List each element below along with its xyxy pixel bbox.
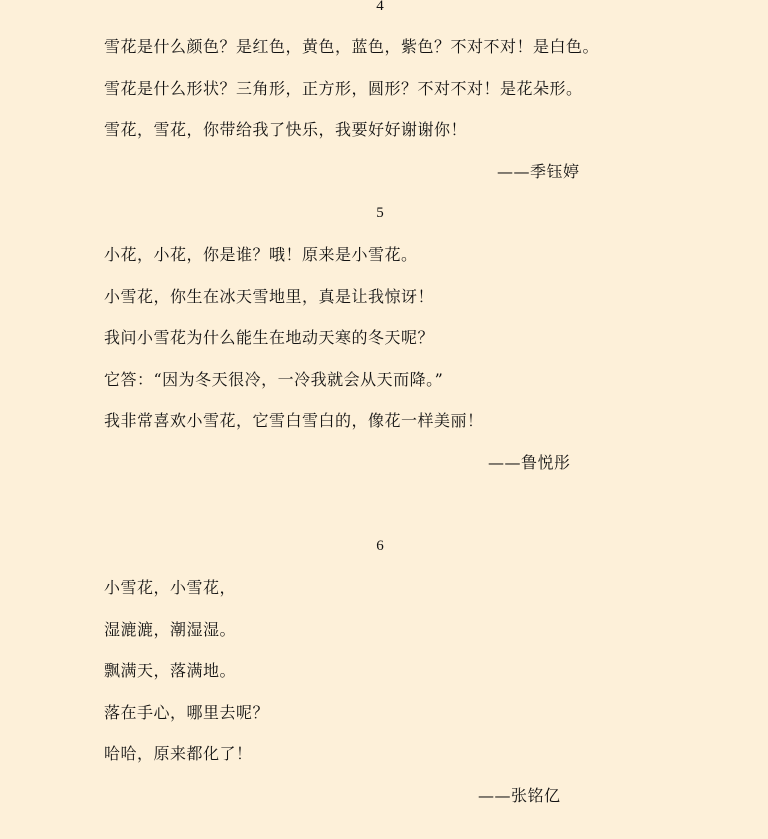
poem-line: 飘满天，落满地。 bbox=[104, 661, 237, 680]
poem-line: 小雪花，你生在冰天雪地里，真是让我惊讶！ bbox=[104, 287, 435, 306]
poem-number: 5 bbox=[376, 205, 384, 221]
poem-line: 我非常喜欢小雪花，它雪白雪白的，像花一样美丽！ bbox=[104, 411, 484, 430]
poem-line: 小花，小花，你是谁？哦！原来是小雪花。 bbox=[104, 245, 418, 264]
poem-author: ——鲁悦彤 bbox=[488, 453, 571, 472]
poem-line: 湿漉漉，潮湿湿。 bbox=[104, 620, 237, 639]
poem-line: 雪花是什么颜色？是红色，黄色，蓝色，紫色？不对不对！是白色。 bbox=[104, 37, 600, 56]
poem-line: 它答：“因为冬天很冷，一冷我就会从天而降。” bbox=[104, 370, 444, 389]
poem-line: 雪花，雪花，你带给我了快乐，我要好好谢谢你！ bbox=[104, 120, 468, 139]
poem-line: 落在手心，哪里去呢？ bbox=[104, 703, 270, 722]
poem-author: ——张铭亿 bbox=[478, 786, 561, 805]
poem-line: 雪花是什么形状？三角形，正方形，圆形？不对不对！是花朵形。 bbox=[104, 79, 583, 98]
poem-number: 4 bbox=[376, 0, 384, 14]
poem-author: ——季钰婷 bbox=[497, 162, 580, 181]
poem-number: 6 bbox=[376, 538, 384, 554]
poem-line: 我问小雪花为什么能生在地动天寒的冬天呢？ bbox=[104, 328, 435, 347]
poem-line: 小雪花，小雪花， bbox=[104, 578, 237, 597]
poem-line: 哈哈，原来都化了！ bbox=[104, 744, 253, 763]
